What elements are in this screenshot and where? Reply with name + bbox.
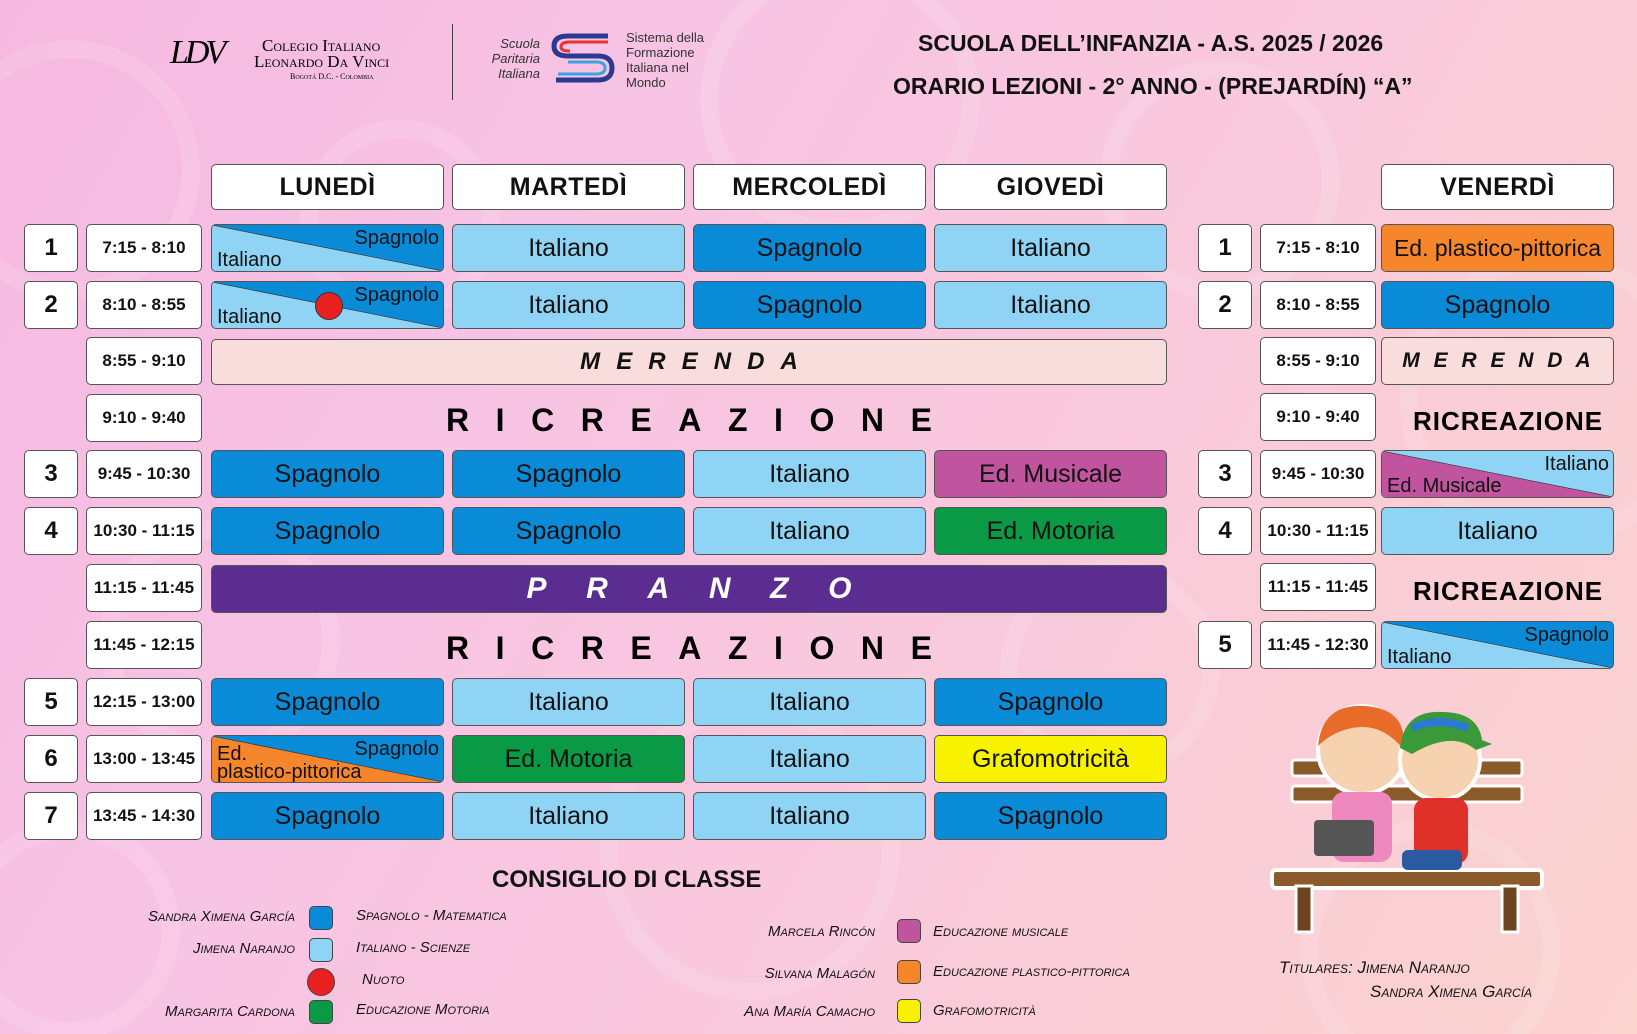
merenda-letter: R (648, 348, 666, 375)
day-header-giovedi: GIOVEDÌ (934, 164, 1167, 210)
ricreazione-letter: I (774, 402, 783, 438)
lesson-split-cell (211, 281, 444, 329)
period-time: 10:30 - 11:15 (86, 507, 202, 555)
friday-period-number: 5 (1198, 621, 1252, 669)
sistema-text (626, 30, 704, 90)
subject-name: Spagnolo - Matematica (356, 907, 507, 924)
friday-lesson-cell: Ed. plastico-pittorica (1381, 224, 1614, 272)
paritaria-line2: Paritaria (491, 51, 540, 66)
merenda-letter: M (580, 348, 601, 375)
ricreazione-letter: A (678, 402, 702, 438)
ricreazione-letter: A (678, 630, 702, 666)
pranzo-letter: A (647, 572, 670, 605)
friday-period-time: 8:10 - 8:55 (1260, 281, 1376, 329)
sistema-line1: Sistema della (626, 30, 705, 45)
ricreazione-letter: N (860, 630, 885, 666)
friday-period-time: 10:30 - 11:15 (1260, 507, 1376, 555)
lesson-cell: Ed. Motoria (934, 507, 1167, 555)
teacher-name: Margarita Cardona (165, 1003, 295, 1020)
lesson-subject-bottom-line2: plastico-pittorica (217, 761, 362, 783)
titulares-line1: Titulares: Jimena Naranjo (1279, 958, 1470, 977)
period-number: 2 (24, 281, 78, 329)
lesson-cell: Italiano (452, 281, 685, 329)
friday-lesson-split-cell (1381, 450, 1614, 498)
ricreazione-label (446, 402, 932, 439)
ldv-monogram: LDV (170, 34, 223, 71)
lesson-cell: Spagnolo (452, 450, 685, 498)
subject-name: Educazione musicale (933, 923, 1069, 940)
lesson-cell: Ed. Musicale (934, 450, 1167, 498)
period-time: 7:15 - 8:10 (86, 224, 202, 272)
lesson-cell: Spagnolo (211, 450, 444, 498)
lesson-split-cell (211, 735, 444, 783)
lesson-cell: Spagnolo (211, 792, 444, 840)
ricreazione-letter: E (910, 630, 932, 666)
titulares-line2: Sandra Ximena García (1370, 982, 1533, 1001)
day-header-venerdi: VENERDÌ (1381, 164, 1614, 210)
merenda-bar (211, 339, 1167, 385)
period-number: 1 (24, 224, 78, 272)
subject-name: Educazione Motoria (356, 1001, 490, 1018)
ricreazione-letter: O (809, 630, 835, 666)
period-number: 3 (24, 450, 78, 498)
school-city: Bogotá D.C. - Colombia (290, 72, 374, 81)
pranzo-letter: N (708, 572, 731, 605)
friday-period-time: 11:45 - 12:30 (1260, 621, 1376, 669)
ricreazione-letter: C (531, 402, 555, 438)
lesson-cell: Spagnolo (211, 507, 444, 555)
merenda-letter: E (681, 348, 698, 375)
friday-lesson-split-cell (1381, 621, 1614, 669)
merenda-letter: E (616, 348, 633, 375)
lesson-subject-bottom: Italiano (1387, 646, 1452, 668)
day-header-mercoledi: MERCOLEDÌ (693, 164, 926, 210)
period-time: 13:00 - 13:45 (86, 735, 202, 783)
ricreazione-letter: E (630, 630, 652, 666)
ricreazione-label (446, 630, 932, 667)
teacher-name: Marcela Rincón (768, 923, 875, 940)
lesson-subject-bottom: Italiano (217, 249, 282, 271)
lesson-subject-top: Spagnolo (354, 284, 439, 306)
lesson-split-cell (211, 224, 444, 272)
friday-ricreazione-label: RICREAZIONE (1413, 576, 1604, 606)
period-time: 8:55 - 9:10 (86, 337, 202, 385)
merenda-letter: N (713, 348, 732, 375)
lesson-cell: Italiano (934, 224, 1167, 272)
friday-period-time: 9:45 - 10:30 (1260, 450, 1376, 498)
pranzo-letter: P (526, 572, 547, 605)
friday-period-number: 3 (1198, 450, 1252, 498)
period-time: 8:10 - 8:55 (86, 281, 202, 329)
period-number: 5 (24, 678, 78, 726)
children-bench-illustration (1262, 700, 1562, 940)
friday-ricreazione-label: RICREAZIONE (1413, 406, 1604, 436)
page-subtitle: ORARIO LEZIONI - 2° ANNO - (PREJARDÍN) “A” (893, 73, 1413, 99)
lesson-subject-top: Spagnolo (1524, 624, 1609, 646)
teacher-name: Ana María Camacho (744, 1003, 875, 1020)
ricreazione-letter: I (495, 630, 505, 666)
lesson-subject-bottom-line1: Ed. (217, 743, 248, 765)
teacher-name: Silvana Malagón (764, 965, 875, 982)
period-number: 4 (24, 507, 78, 555)
sistema-line4: Mondo (626, 75, 666, 90)
lesson-cell: Italiano (693, 450, 926, 498)
lesson-cell: Spagnolo (211, 678, 444, 726)
merenda-letter: A (780, 348, 798, 375)
legend-swatch-spagnolo (309, 906, 333, 930)
subject-name: Grafomotricità (933, 1002, 1036, 1019)
friday-lesson-cell: Italiano (1381, 507, 1614, 555)
lesson-cell: Grafomotricità (934, 735, 1167, 783)
pranzo-letter: R (586, 572, 608, 605)
lesson-subject-top: Spagnolo (354, 227, 439, 249)
teacher-name: Sandra Ximena García (148, 908, 295, 925)
period-time: 11:15 - 11:45 (86, 564, 202, 612)
ricreazione-letter: E (910, 402, 932, 438)
lesson-subject-bottom (217, 745, 362, 781)
ricreazione-letter: N (860, 402, 885, 438)
friday-period-number: 2 (1198, 281, 1252, 329)
friday-merenda-bar: M E R E N D A (1381, 337, 1614, 385)
sistema-line3: Italiana nel (626, 60, 689, 75)
ricreazione-letter: Z (727, 402, 748, 438)
sistema-s-icon (548, 30, 618, 86)
legend-swatch-italiano (309, 938, 333, 962)
paritaria-text (480, 36, 540, 81)
legend-title: CONSIGLIO DI CLASSE (492, 866, 762, 893)
page-title: SCUOLA DELL’INFANZIA - A.S. 2025 / 2026 (918, 30, 1384, 56)
lesson-cell: Italiano (693, 792, 926, 840)
period-number: 6 (24, 735, 78, 783)
lesson-cell: Italiano (452, 678, 685, 726)
sistema-line2: Formazione (626, 45, 695, 60)
legend-swatch-nuoto (307, 968, 335, 996)
teacher-name: Jimena Naranjo (193, 940, 295, 957)
ricreazione-letter: R (446, 402, 470, 438)
friday-period-time: 8:55 - 9:10 (1260, 337, 1376, 385)
school-name-line2: Leonardo Da Vinci (254, 52, 390, 71)
ricreazione-letter: E (630, 402, 652, 438)
ricreazione-letter: R (580, 402, 604, 438)
lesson-cell: Spagnolo (934, 678, 1167, 726)
legend-swatch-grafo (897, 999, 921, 1023)
legend-swatch-plastico (897, 960, 921, 984)
period-time: 11:45 - 12:15 (86, 621, 202, 669)
period-time: 13:45 - 14:30 (86, 792, 202, 840)
lesson-cell: Italiano (452, 224, 685, 272)
lesson-cell: Spagnolo (934, 792, 1167, 840)
period-time: 12:15 - 13:00 (86, 678, 202, 726)
friday-period-number: 1 (1198, 224, 1252, 272)
header-divider (452, 24, 453, 100)
period-time: 9:10 - 9:40 (86, 394, 202, 442)
friday-period-number: 4 (1198, 507, 1252, 555)
day-header-lunedi: LUNEDÌ (211, 164, 444, 210)
ricreazione-letter: R (580, 630, 604, 666)
paritaria-line3: Italiana (498, 66, 540, 81)
lesson-cell: Spagnolo (693, 224, 926, 272)
friday-period-time: 11:15 - 11:45 (1260, 563, 1376, 611)
lesson-subject-top: Spagnolo (354, 738, 439, 760)
period-time: 9:45 - 10:30 (86, 450, 202, 498)
pranzo-letter: Z (770, 572, 789, 605)
day-header-martedi: MARTEDÌ (452, 164, 685, 210)
lesson-cell: Italiano (693, 735, 926, 783)
ricreazione-letter: I (774, 630, 783, 666)
lesson-cell: Italiano (693, 678, 926, 726)
lesson-cell: Italiano (934, 281, 1167, 329)
lesson-subject-bottom: Ed. Musicale (1387, 475, 1502, 497)
friday-period-time: 9:10 - 9:40 (1260, 393, 1376, 441)
lesson-cell: Spagnolo (452, 507, 685, 555)
ricreazione-letter: I (495, 402, 505, 438)
ricreazione-letter: R (446, 630, 470, 666)
school-name-line1: Colegio Italiano (262, 36, 381, 55)
subject-name: Nuoto (362, 971, 405, 988)
merenda-letter: D (747, 348, 765, 375)
pranzo-bar (211, 565, 1167, 613)
ricreazione-letter: C (531, 630, 555, 666)
legend-swatch-musicale (897, 919, 921, 943)
ricreazione-letter: O (809, 402, 835, 438)
period-number: 7 (24, 792, 78, 840)
friday-period-time: 7:15 - 8:10 (1260, 224, 1376, 272)
lesson-cell: Spagnolo (693, 281, 926, 329)
lesson-subject-top: Italiano (1544, 453, 1609, 475)
lesson-cell: Italiano (452, 792, 685, 840)
subject-name: Educazione plastico-pittorica (933, 963, 1130, 980)
lesson-subject-bottom: Italiano (217, 306, 282, 328)
pranzo-letter: O (828, 572, 852, 605)
friday-lesson-cell: Spagnolo (1381, 281, 1614, 329)
subject-name: Italiano - Scienze (356, 939, 471, 956)
paritaria-line1: Scuola (500, 36, 540, 51)
ricreazione-letter: Z (727, 630, 748, 666)
lesson-cell: Ed. Motoria (452, 735, 685, 783)
nuoto-dot-icon (315, 292, 343, 320)
lesson-cell: Italiano (693, 507, 926, 555)
legend-swatch-motoria (309, 1000, 333, 1024)
